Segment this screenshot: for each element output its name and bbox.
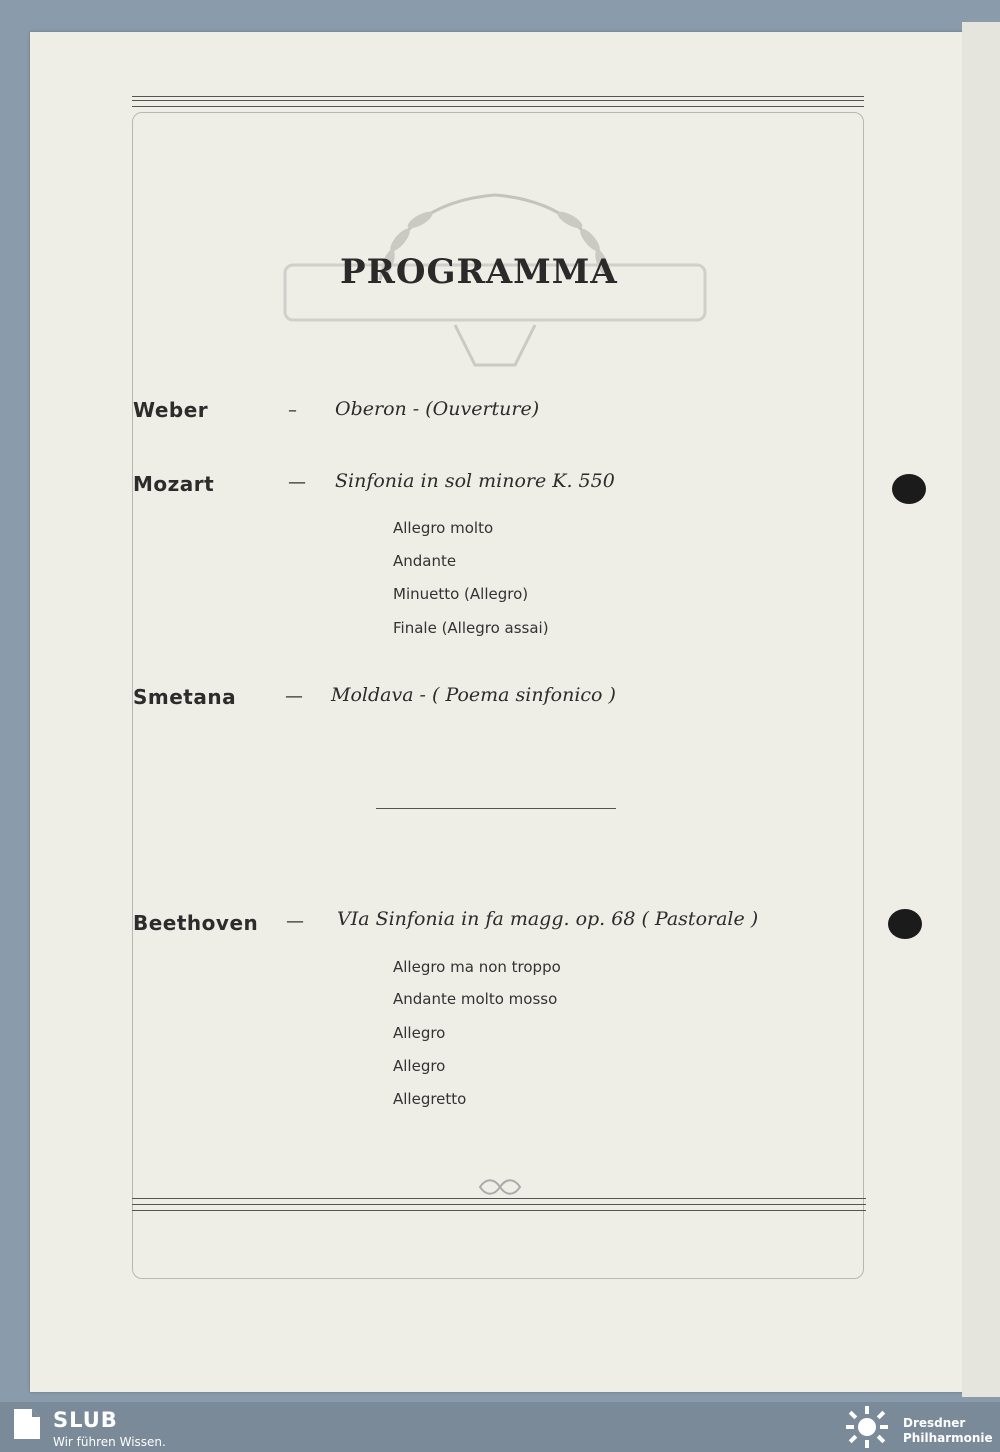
movement: Minuetto (Allegro) xyxy=(393,585,529,603)
punch-hole xyxy=(892,474,926,504)
top-rule-1 xyxy=(132,96,864,97)
movement: Allegro molto xyxy=(393,519,494,537)
separator-dash: — xyxy=(285,686,303,707)
movement: Allegro xyxy=(393,1024,446,1042)
bottom-rule-3 xyxy=(132,1210,866,1211)
partner-name-line2[interactable]: Philharmonie xyxy=(903,1431,993,1445)
bottom-rule-2 xyxy=(132,1204,866,1205)
partner-name-line1[interactable]: Dresdner xyxy=(903,1416,966,1430)
composer-weber: Weber xyxy=(133,398,209,422)
movement: Allegretto xyxy=(393,1090,467,1108)
section-divider xyxy=(376,808,616,809)
top-rule-2 xyxy=(132,100,864,101)
separator-dash: – xyxy=(288,400,297,421)
movement: Finale (Allegro assai) xyxy=(393,619,549,637)
work-title-smetana: Moldava - ( Poema sinfonico ) xyxy=(331,684,616,706)
movement: Andante xyxy=(393,552,457,570)
punch-hole xyxy=(888,909,922,939)
work-title-weber: Oberon - (Ouverture) xyxy=(335,398,540,420)
philharmonie-logo-icon[interactable] xyxy=(842,1405,892,1449)
movement: Allegro ma non troppo xyxy=(393,958,561,976)
bottom-rule-1 xyxy=(132,1198,866,1199)
library-tagline: Wir führen Wissen. xyxy=(53,1435,166,1449)
separator-dash: — xyxy=(286,911,304,932)
composer-smetana: Smetana xyxy=(133,685,237,709)
flourish-ornament-icon xyxy=(476,1176,524,1198)
composer-mozart: Mozart xyxy=(133,472,215,496)
library-name[interactable]: SLUB xyxy=(53,1408,118,1432)
work-title-beethoven: VIa Sinfonia in fa magg. op. 68 ( Pastorale ) xyxy=(337,908,759,930)
slub-logo-icon[interactable] xyxy=(12,1405,42,1443)
composer-beethoven: Beethoven xyxy=(133,911,259,935)
movement: Allegro xyxy=(393,1057,446,1075)
page-title: PROGRAMMA xyxy=(340,252,618,292)
work-title-mozart: Sinfonia in sol minore K. 550 xyxy=(335,470,615,492)
adjacent-page-edge xyxy=(962,22,1000,1397)
separator-dash: — xyxy=(288,472,306,493)
top-rule-3 xyxy=(132,106,864,107)
movement: Andante molto mosso xyxy=(393,990,558,1008)
